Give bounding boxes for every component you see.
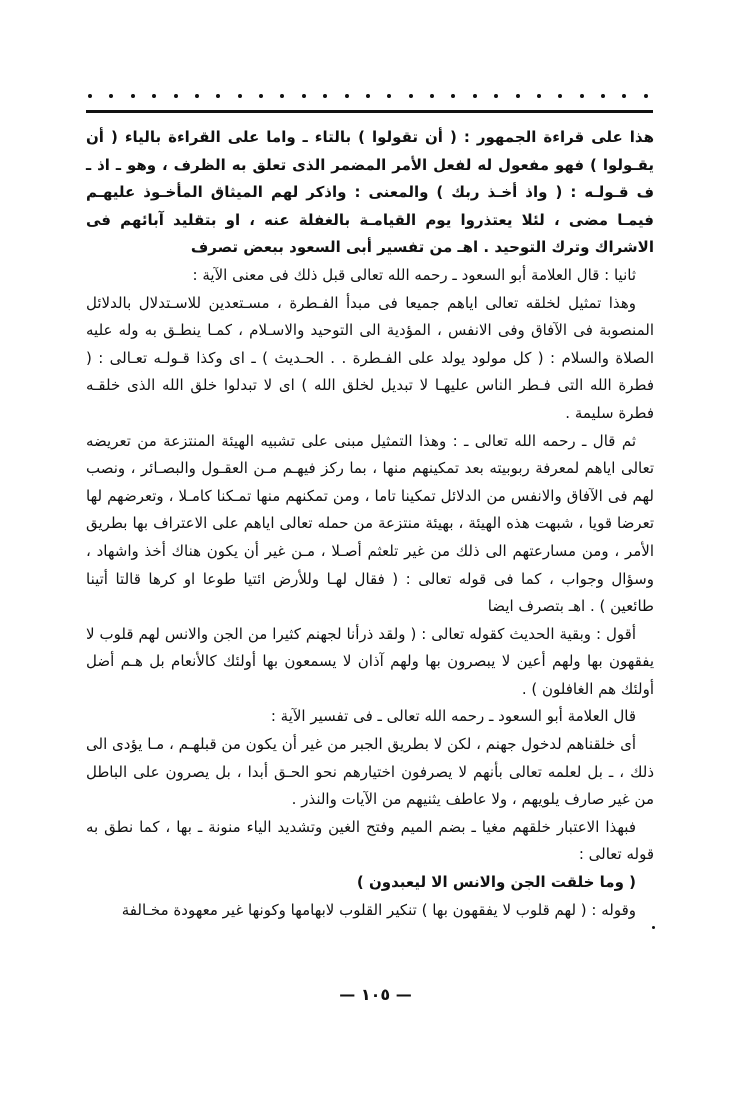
- header-dot-row: [88, 94, 648, 98]
- header-dot: [451, 94, 455, 98]
- header-dot: [409, 94, 413, 98]
- paragraph-9: وقوله : ( لهم قلوب لا يفقهون بها ) تنكير القلوب لابهامها وكونها غير معهودة مخـالفة: [121, 900, 636, 919]
- paragraph-6: قال العلامة أبو السعود ـ رحمه الله تعالى ـ فى تفسير الآية :: [270, 707, 636, 726]
- header-dot: [622, 94, 626, 98]
- header-dot: [644, 94, 648, 98]
- header-dot: [259, 94, 263, 98]
- paragraph-4: ثم قال ـ رحمه الله تعالى ـ : وهذا التمثيل مبنى على تشبيه الهيئة المنتزعة من تعريضه تعالى اياهم لمعرفة ربوبيته بعد تمكينهم منها ، بما ركز فيهـم مـن العقـول والبصـائر ، ونصب لهم فى الآفاق والانفس من الدلائل تمكينا تاما ، ومن تمكنهم منها تمـكنا كامـلا ، وتعرضهم لها تعرضا قويا ، شبهت هذه الهيئة ، بهيئة منتزعة من حمله تعالى اياهم على الاعتراف بها بطريق الأمر ، ومن مسارعتهم الى ذلك من غير تلعثم أصـلا ، مـن غير أن يكون هناك أخذ واشهاد ، وسؤال وجواب ، كما فى قوله تعالى : ( فقال لهـا وللأرض ائتيا طوعا او كرها قالتا أتينا طائعين ) . اهـ بتصرف ايضا: [86, 431, 654, 616]
- paragraph-8: فبهذا الاعتبار خلقهم مغيا ـ بضم الميم وفتح الغين وتشديد الياء منونة ـ بها ، كما نطق به قوله تعالى :: [86, 817, 654, 864]
- header-dot: [302, 94, 306, 98]
- stray-mark: [652, 926, 655, 929]
- header-dot: [152, 94, 156, 98]
- header-dot: [473, 94, 477, 98]
- header-dot: [280, 94, 284, 98]
- header-dot: [387, 94, 391, 98]
- header-dot: [216, 94, 220, 98]
- paragraph-3: وهذا تمثيل لخلقه تعالى اياهم جميعا فى مبدأ الفـطرة ، مسـتعدين للاسـتدلال بالدلائل المنصوبة فى الآفاق وفى الانفس ، المؤدية الى التوحيد والاسـلام ، كمـا ينطـق به وله عليه الصلاة والسلام : ( كل مولود يولد على الفـطرة . . الحـديث ) ـ اى وكذا قـولـه تعـالى : ( فطرة الله التى فـطر الناس عليهـا لا تبديل لخلق الله ) اى لا تبدلوا خلق الله الذى خلقـه فطرة سليمة .: [86, 293, 654, 422]
- paragraph-1: هذا على قراءة الجمهور : ( أن تقولوا ) بالتاء ـ واما على القراءة بالياء ( أن يقـولوا ) فهو مفعول له لفعل الأمر المضمر الذى تعلق به الظرف ، وهو ـ اذ ـ ف قـولـه : ( واذ أخـذ ربك ) والمعنى : واذكر لهم الميثاق المأخـوذ عليهـم فيمـا مضى ، لئلا يعتذروا يوم القيامـة بالغفلة عنه ، او بتقليد آبائهم فى الاشراك وترك التوحيد . اهـ من تفسير أبى السعود ببعض تصرف: [86, 128, 654, 257]
- header-dot: [601, 94, 605, 98]
- header-rule: [86, 110, 653, 113]
- quoted-verse: ( وما خلقت الجن والانس الا ليعبدون ): [356, 873, 636, 892]
- header-dot: [88, 94, 92, 98]
- header-dot: [580, 94, 584, 98]
- header-dot: [430, 94, 434, 98]
- header-dot: [323, 94, 327, 98]
- header-dot: [109, 94, 113, 98]
- page-number: — ١٠٥ —: [339, 985, 412, 1004]
- paragraph-2: ثانيا : قال العلامة أبو السعود ـ رحمه الله تعالى قبل ذلك فى معنى الآية :: [192, 265, 636, 284]
- header-dot: [516, 94, 520, 98]
- header-dot: [558, 94, 562, 98]
- header-dot: [131, 94, 135, 98]
- paragraph-7: أى خلقناهم لدخول جهنم ، لكن لا بطريق الجبر من غير أن يكون من قبلهـم ، مـا يؤدى الى ذلك ، ـ بل لعلمه تعالى بأنهم لا يصرفون اختيارهم نحو الحـق أبدا ، بل يصرون على الباطل من غير صارف يلويهم ، ولا عاطف يثنيهم من الآيات والنذر .: [86, 735, 654, 809]
- header-dot: [494, 94, 498, 98]
- header-dot: [366, 94, 370, 98]
- header-dot: [174, 94, 178, 98]
- paragraph-5: أقول : وبقية الحديث كقوله تعالى : ( ولقد ذرأنا لجهنم كثيرا من الجن والانس لهم قلوب لا يفقهون بها ولهم أعين لا يبصرون بها ولهم آذان لا يسمعون بها أولئك كالأنعام بل هـم أضل أولئك هم الغافلون ) .: [86, 624, 654, 698]
- header-dot: [345, 94, 349, 98]
- header-dot: [195, 94, 199, 98]
- page-body: [86, 124, 654, 924]
- header-dot: [537, 94, 541, 98]
- header-dot: [238, 94, 242, 98]
